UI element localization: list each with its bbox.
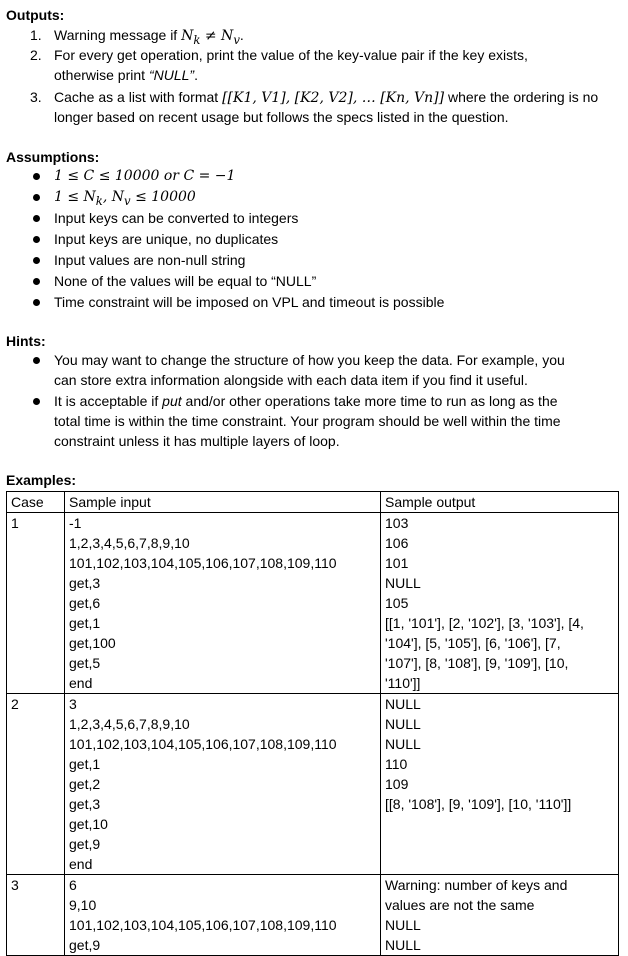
bullet-icon	[33, 299, 40, 306]
hint-1-line-2: can store extra information alongside with each data item if you find it useful.	[54, 372, 528, 388]
output-item-number: 3.	[30, 89, 42, 105]
output-line: NULL	[385, 696, 421, 712]
bullet-icon	[33, 215, 40, 222]
output-line: '110']]	[385, 675, 421, 691]
assumption-time-constraint: Time constraint will be imposed on VPL and timeout is possible	[54, 294, 445, 310]
input-line: get,3	[69, 575, 101, 591]
output-line: '107'], [8, '108'], [9, '109'], [10,	[385, 655, 569, 671]
hint-2-line-2: total time is within the time constraint. Your program should be well within the time	[54, 413, 561, 429]
output-line: 101	[385, 555, 409, 571]
input-line: get,1	[69, 615, 101, 631]
output-line: NULL	[385, 575, 421, 591]
input-line: 1,2,3,4,5,6,7,8,9,10	[69, 535, 190, 551]
output-line: NULL	[385, 716, 421, 732]
case-number: 1	[7, 513, 65, 694]
table-row	[7, 513, 619, 694]
input-line: 1,2,3,4,5,6,7,8,9,10	[69, 716, 190, 732]
output-line: 110	[385, 756, 408, 772]
assumption-no-null-values: None of the values will be equal to “NULL”	[54, 273, 317, 289]
case-number: 3	[7, 875, 65, 956]
sample-input-cell	[65, 875, 381, 956]
output-line: [[8, '108'], [9, '109'], [10, '110']]	[385, 796, 572, 812]
bullet-icon	[33, 357, 40, 364]
bullet-icon	[33, 194, 40, 201]
sample-input-cell	[65, 694, 381, 875]
output-line: values are not the same	[385, 897, 535, 913]
input-line: get,9	[69, 836, 101, 852]
input-line: get,9	[69, 937, 101, 953]
column-header-output: Sample output	[381, 492, 619, 513]
output-line: 109	[385, 776, 409, 792]
output-item-2-line-2: otherwise print “NULL”.	[54, 67, 198, 83]
bullet-icon	[33, 398, 40, 405]
case-number: 2	[7, 694, 65, 875]
output-item-2-line-1: For every get operation, print the value of the key-value pair if the key exists,	[54, 47, 528, 63]
sample-output-cell	[381, 875, 619, 956]
column-header-input: Sample input	[65, 492, 381, 513]
output-item-1-text: Warning message if $N_k \ne N_v$.	[54, 27, 244, 47]
input-line: 9,10	[69, 897, 97, 913]
bullet-icon	[33, 257, 40, 264]
output-line: [[1, '101'], [2, '102'], [3, '103'], [4,	[385, 615, 584, 631]
assumption-counts: $1 \le N_k$, $N_v \le 10000$	[54, 189, 196, 208]
output-line: NULL	[385, 937, 421, 953]
assumption-keys-unique: Input keys are unique, no duplicates	[54, 231, 279, 247]
hints-heading: Hints:	[6, 333, 46, 349]
input-line: 101,102,103,104,105,106,107,108,109,110	[69, 736, 337, 752]
input-line: get,6	[69, 595, 101, 611]
examples-heading: Examples:	[6, 472, 77, 488]
bullet-icon	[33, 236, 40, 243]
output-item-3-line-2: longer based on recent usage but follows the specs listed in the question.	[54, 109, 509, 125]
sample-input-cell	[65, 513, 381, 694]
input-line: get,1	[69, 756, 101, 772]
table-row	[7, 694, 619, 875]
outputs-heading: Outputs:	[6, 7, 65, 23]
output-line: NULL	[385, 736, 421, 752]
output-line: 103	[385, 515, 409, 531]
output-line: 106	[385, 535, 409, 551]
input-line: 3	[69, 696, 77, 712]
input-line: get,100	[69, 635, 116, 651]
sample-output-cell	[381, 694, 619, 875]
hint-2-line-3: constraint unless it has multiple layers of loop.	[54, 433, 340, 449]
input-line: get,10	[69, 816, 108, 832]
input-line: -1	[69, 515, 82, 531]
output-item-3-line-1: Cache as a list with format [[K1, V1], [K2, V2], … [Kn, Vn]] where the ordering is no	[54, 89, 599, 106]
input-line: 101,102,103,104,105,106,107,108,109,110	[69, 917, 337, 933]
input-line: end	[69, 675, 93, 691]
sample-output-cell	[381, 513, 619, 694]
input-line: 6	[69, 877, 77, 893]
input-line: get,3	[69, 796, 101, 812]
output-line: Warning: number of keys and	[385, 877, 568, 893]
assumption-keys-integers: Input keys can be converted to integers	[54, 210, 299, 226]
bullet-icon	[33, 278, 40, 285]
assumptions-heading: Assumptions:	[6, 149, 100, 165]
hint-2-line-1: It is acceptable if put and/or other operations take more time to run as long as the	[54, 393, 558, 409]
table-header-row	[7, 492, 619, 513]
input-line: end	[69, 856, 93, 872]
table-row	[7, 875, 619, 956]
output-line: '104'], [5, '105'], [6, '106'], [7,	[385, 635, 561, 651]
output-item-number: 1.	[30, 27, 42, 43]
hint-1-line-1: You may want to change the structure of how you keep the data. For example, you	[54, 352, 565, 368]
output-line: 105	[385, 595, 409, 611]
output-line: NULL	[385, 917, 421, 933]
output-item-number: 2.	[30, 47, 42, 63]
input-line: get,2	[69, 776, 101, 792]
assumption-values-nonnull: Input values are non-null string	[54, 252, 246, 268]
input-line: 101,102,103,104,105,106,107,108,109,110	[69, 555, 337, 571]
examples-table	[6, 491, 619, 956]
assumption-capacity: 1 ≤ C ≤ 10000 or C = −1	[54, 168, 236, 184]
bullet-icon	[33, 173, 40, 180]
input-line: get,5	[69, 655, 101, 671]
column-header-case: Case	[7, 492, 65, 513]
nk-ne-nv-formula: $N_k \ne N_v$	[181, 28, 240, 47]
